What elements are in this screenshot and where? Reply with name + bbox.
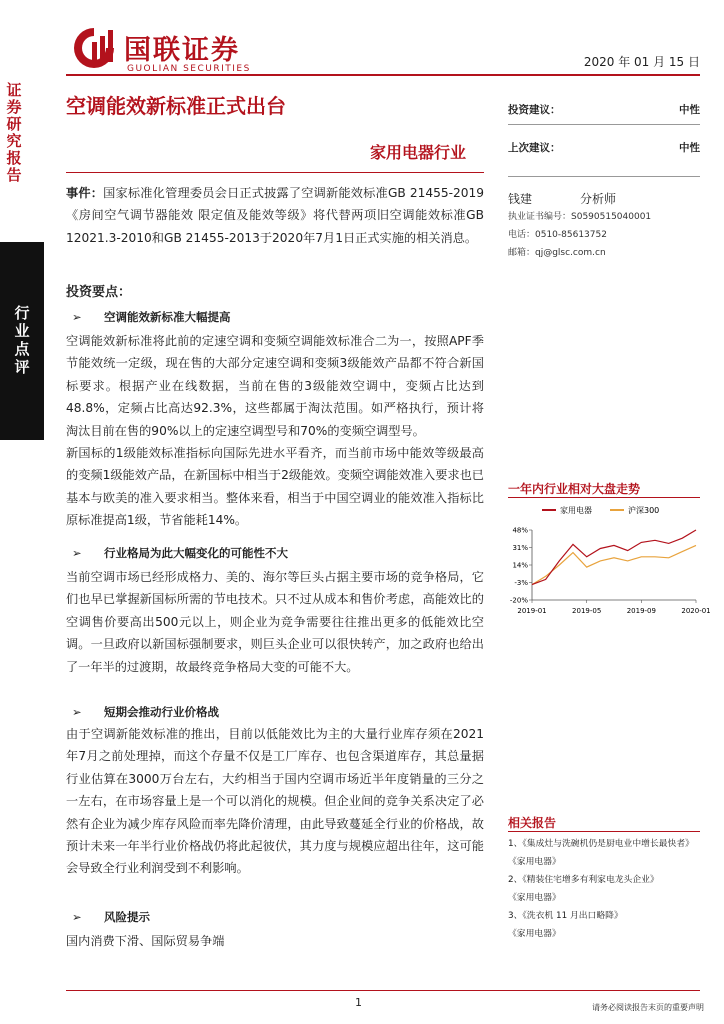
invest-rating-label: 投资建议：: [508, 104, 561, 116]
arrow-icon: ➢: [72, 310, 82, 324]
investment-points-heading: 投资要点：: [66, 285, 132, 300]
event-paragraph: [66, 182, 484, 249]
relative-performance-chart: [506, 500, 711, 625]
section-title: 短期会推动行业价格战: [104, 705, 219, 719]
report-date: 2020 年 01 月 15 日: [583, 55, 700, 69]
side-tag-industry-review: 行业点评: [0, 242, 44, 440]
related-report-category: 《家用电器》: [508, 857, 561, 867]
section-title: 行业格局为此大幅变化的可能性不大: [104, 546, 288, 560]
related-reports-title: 相关报告: [508, 816, 557, 830]
logo-english-name: GUOLIAN SECURITIES: [127, 64, 251, 74]
event-label: 事件：: [66, 186, 104, 200]
chart-title: 一年内行业相对大盘走势: [508, 482, 641, 496]
rating-divider: [508, 176, 700, 177]
x-tick-label: 2020-01: [681, 607, 711, 615]
related-report-category: 《家用电器》: [508, 893, 561, 903]
rating-divider: [508, 124, 700, 125]
y-tick-label: 14%: [512, 561, 528, 570]
section-paragraph: 新国标的1级能效标准指标向国际先进水平看齐，而当前市场中能效等级最高的变频1级能效产品，在新国标中相当于2级能效。变频空调能效准入要求也已基本与欧美的准入要求相当。整体来看，相当于中国空调业的能效准入指标比原标准提高1级，节省能耗14%。: [66, 446, 484, 528]
footer-divider: [66, 990, 700, 991]
header-divider: [66, 74, 700, 76]
y-tick-label: 48%: [512, 526, 528, 535]
analyst-email: 邮箱：qj@glsc.com.cn: [508, 248, 606, 258]
related-report-category: 《家用电器》: [508, 929, 561, 939]
related-report-link[interactable]: 2、《精装住宅增多有利家电龙头企业》: [508, 875, 659, 885]
invest-rating-row: [508, 102, 700, 117]
related-divider: [508, 831, 700, 832]
y-tick-label: -20%: [509, 596, 528, 605]
arrow-icon: ➢: [72, 546, 82, 560]
event-text: 国家标准化管理委员会日正式披露了空调新能效标准GB 21455-2019《房间空气调节器能效 限定值及能效等级》将代替两项旧空调能效标准GB 12021.3-2010和GB 21455-2013于2020年7月1日正式实施的相关消息。: [66, 186, 484, 245]
prev-rating-row: [508, 140, 700, 155]
chart-divider: [508, 497, 700, 498]
industry-label: 家用电器行业: [370, 143, 467, 162]
related-report-link[interactable]: 1、《集成灶与洗碗机仍是厨电业中增长最快者》: [508, 839, 694, 849]
section-title: 风险提示: [104, 910, 150, 924]
prev-rating-value: 中性: [679, 142, 700, 154]
analyst-phone: 电话：0510-85613752: [508, 230, 607, 240]
disclaimer-note: 请务必阅读报告末页的重要声明: [592, 1003, 704, 1012]
side-tag-research-report: 证券研究报告: [0, 78, 28, 240]
y-tick-label: 31%: [512, 544, 528, 552]
section-heading: [66, 545, 288, 561]
legend-label-series1: 家用电器: [560, 506, 592, 515]
prev-rating-label: 上次建议：: [508, 142, 561, 154]
section-title: 空调能效新标准大幅提高: [104, 310, 231, 324]
x-tick-label: 2019-01: [517, 607, 547, 615]
section-paragraph: 国内消费下滑、国际贸易争端: [66, 934, 225, 948]
section-heading: [66, 909, 150, 925]
company-logo-icon: [70, 24, 118, 72]
arrow-icon: ➢: [72, 910, 82, 924]
related-report-link[interactable]: 3、《洗衣机 11 月出口略降》: [508, 911, 623, 921]
legend-label-series2: 沪深300: [628, 506, 660, 515]
invest-rating-value: 中性: [679, 104, 700, 116]
analyst-name: 钱建: [508, 192, 533, 206]
section-paragraph: 由于空调新能效标准的推出，目前以低能效比为主的大量行业库存须在2021年7月之前处理掉，而这个存量不仅是工厂库存、也包含渠道库存，其总量据行业估算在3000万台左右，大约相当于国内空调市场近半年度销量的三分之一左右，在市场容量上是一个可以消化的规模。但企业间的竞争关系决定了必然有企业为减少库存风险而率先降价清理，由此导致蔓延全行业的价格战，故预计未来一年半行业价格战仍将此起彼伏，其力度与规模应超出往年，这可能会导致全行业利润受到不利影响。: [66, 727, 484, 876]
logo-chinese-name: 国联证券: [124, 35, 240, 66]
section-heading: [66, 309, 231, 325]
arrow-icon: ➢: [72, 705, 82, 719]
title-divider: [66, 172, 484, 173]
analyst-title: 分析师: [580, 192, 617, 206]
section-heading: [66, 704, 219, 720]
analyst-license: 执业证书编号：S0590515040001: [508, 212, 652, 222]
y-tick-label: -3%: [514, 579, 528, 587]
page-number: 1: [355, 996, 362, 1009]
section-paragraph: 空调能效新标准将此前的定速空调和变频空调能效标准合二为一，按照APF季节能效统一定级，现在售的大部分定速空调和变频3级能效产品都不符合新国标要求。根据产业在线数据，当前在售的3级能效空调中，变频占比达到48.8%，定频占比高达92.3%，这些都属于淘汰范围。如严格执行，预计将淘汰目前在售的90%以上的定速空调型号和70%的变频空调型号。: [66, 334, 484, 438]
page-title: 空调能效新标准正式出台: [66, 94, 286, 118]
x-tick-label: 2019-09: [626, 607, 656, 615]
x-tick-label: 2019-05: [572, 607, 602, 615]
section-paragraph: 当前空调市场已经形成格力、美的、海尔等巨头占据主要市场的竞争格局，它们也早已掌握新国标所需的节电技术。只不过从成本和售价考虑，高能效比的空调售价要高出500元以上，则企业为竞争需要往往推出更多的低能效比空调。一旦政府以新国标强制要求，则巨头企业可以很快转产，加之政府也给出了一年半的过渡期，故最终竞争格局大变的可能不大。: [66, 570, 484, 674]
